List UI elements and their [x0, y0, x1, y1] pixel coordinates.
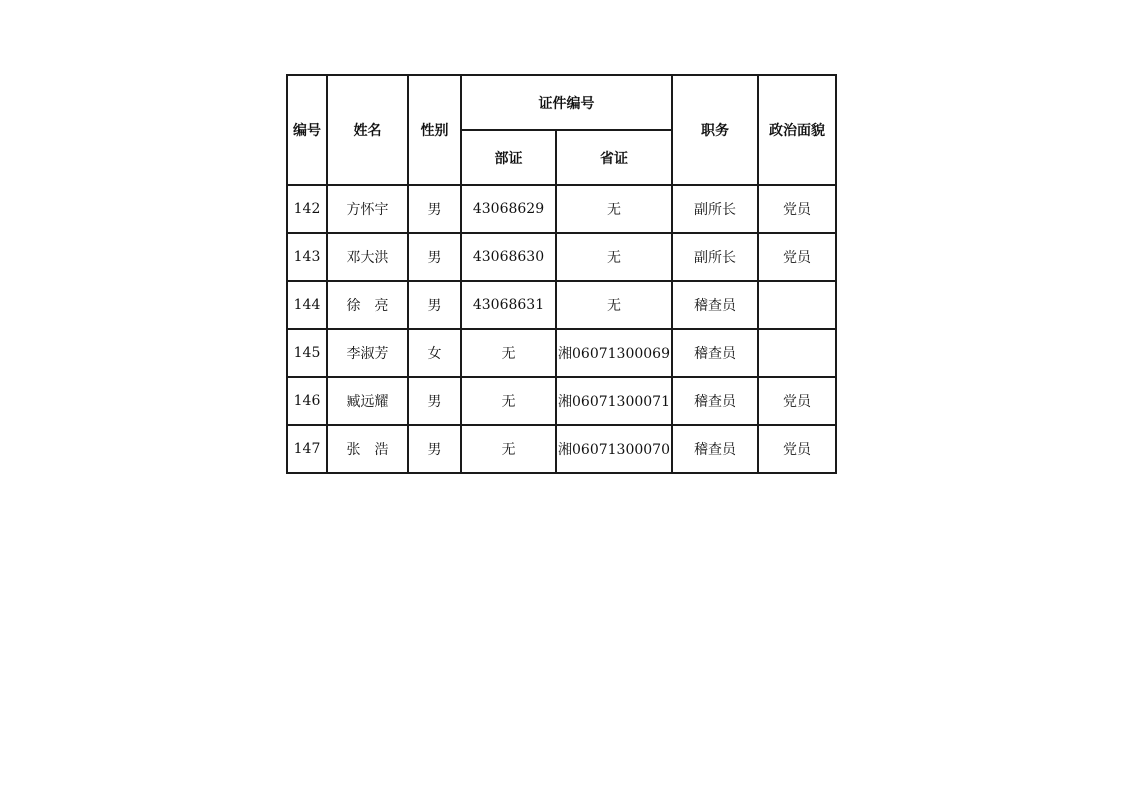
cell-political-status: 党员	[758, 377, 836, 425]
table-row	[287, 281, 836, 329]
cell-ministry-id: 无	[461, 425, 556, 473]
header-position: 职务	[672, 75, 758, 185]
cell-political-status	[758, 281, 836, 329]
table-row	[287, 329, 836, 377]
cell-name: 方怀宇	[327, 185, 408, 233]
header-id-group: 证件编号	[461, 75, 672, 130]
cell-province-id: 湘06071300070	[556, 425, 672, 473]
document-sheet	[286, 74, 837, 474]
table-header	[287, 75, 836, 185]
header-row-1	[287, 75, 836, 130]
cell-province-id: 无	[556, 233, 672, 281]
cell-ministry-id: 无	[461, 329, 556, 377]
cell-ministry-id: 43068629	[461, 185, 556, 233]
cell-ministry-id: 43068631	[461, 281, 556, 329]
cell-no: 143	[287, 233, 327, 281]
table-row	[287, 233, 836, 281]
cell-province-id: 湘06071300071	[556, 377, 672, 425]
cell-position: 稽查员	[672, 377, 758, 425]
header-ministry-id: 部证	[461, 130, 556, 185]
cell-gender: 男	[408, 233, 461, 281]
cell-ministry-id: 43068630	[461, 233, 556, 281]
header-name: 姓名	[327, 75, 408, 185]
header-province-id: 省证	[556, 130, 672, 185]
cell-position: 稽查员	[672, 425, 758, 473]
staff-table	[286, 74, 837, 474]
cell-no: 147	[287, 425, 327, 473]
table-row	[287, 185, 836, 233]
cell-province-id: 无	[556, 185, 672, 233]
table-body	[287, 185, 836, 473]
cell-gender: 男	[408, 377, 461, 425]
cell-name: 臧远耀	[327, 377, 408, 425]
cell-name: 李淑芳	[327, 329, 408, 377]
cell-political-status: 党员	[758, 233, 836, 281]
header-no: 编号	[287, 75, 327, 185]
cell-province-id: 湘06071300069	[556, 329, 672, 377]
cell-position: 稽查员	[672, 329, 758, 377]
cell-gender: 男	[408, 185, 461, 233]
table-row	[287, 425, 836, 473]
cell-position: 副所长	[672, 233, 758, 281]
cell-political-status: 党员	[758, 185, 836, 233]
cell-political-status: 党员	[758, 425, 836, 473]
cell-name: 徐 亮	[327, 281, 408, 329]
cell-no: 146	[287, 377, 327, 425]
cell-no: 142	[287, 185, 327, 233]
cell-name: 邓大洪	[327, 233, 408, 281]
cell-name: 张 浩	[327, 425, 408, 473]
cell-position: 副所长	[672, 185, 758, 233]
cell-gender: 女	[408, 329, 461, 377]
cell-no: 145	[287, 329, 327, 377]
cell-gender: 男	[408, 281, 461, 329]
cell-position: 稽查员	[672, 281, 758, 329]
cell-political-status	[758, 329, 836, 377]
cell-ministry-id: 无	[461, 377, 556, 425]
cell-province-id: 无	[556, 281, 672, 329]
header-gender: 性别	[408, 75, 461, 185]
cell-gender: 男	[408, 425, 461, 473]
cell-no: 144	[287, 281, 327, 329]
table-row	[287, 377, 836, 425]
header-political-status: 政治面貌	[758, 75, 836, 185]
